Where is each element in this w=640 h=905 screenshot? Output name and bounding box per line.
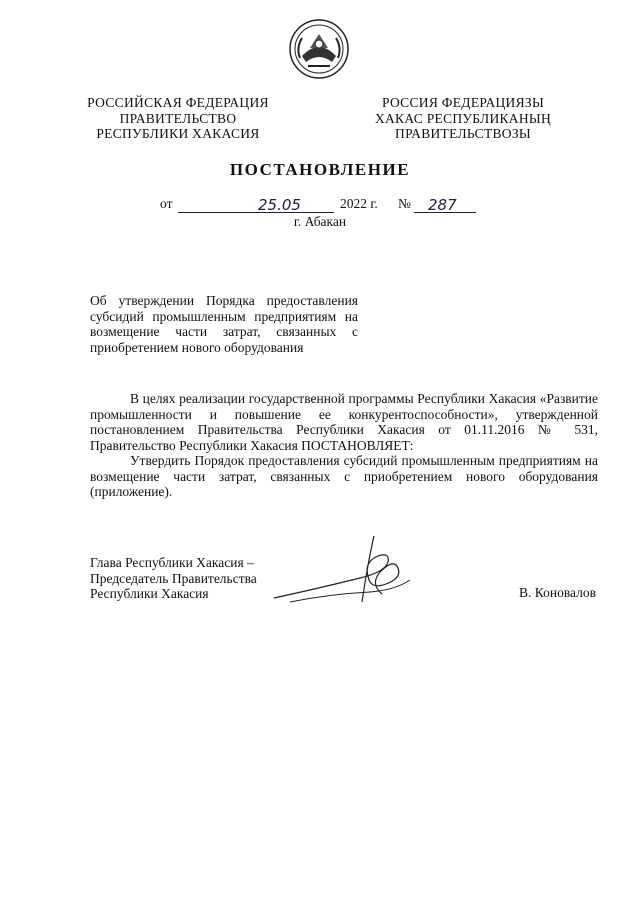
body-paragraph: Утвердить Порядок предоставления субсидий промышленным предприятиям на возмещение части затрат, связанных с приобретением нового оборудования (приложение). xyxy=(90,453,598,499)
document-body xyxy=(90,391,598,500)
document-subject: Об утверждении Порядка предоставления субсидий промышленным предприятиям на возмещение части затрат, связанных с приобретением нового оборудования xyxy=(90,293,358,355)
signatory-position-line: Глава Республики Хакасия – xyxy=(90,555,254,570)
date-blank-line xyxy=(178,196,334,213)
number-sign: № xyxy=(398,196,411,211)
document-type-title: ПОСТАНОВЛЕНИЕ xyxy=(229,160,411,179)
header-right-block xyxy=(358,95,568,142)
header-left-line: ПРАВИТЕЛЬСТВО xyxy=(119,110,237,126)
number-blank-line xyxy=(414,196,476,213)
signatory-position-line: Председатель Правительства xyxy=(90,570,257,586)
signatory-position xyxy=(90,555,257,602)
header-left-block xyxy=(78,95,278,142)
signatory-position-line: Республики Хакасия xyxy=(90,586,209,601)
header-right-line: РОССИЯ ФЕДЕРАЦИЯЗЫ xyxy=(381,95,545,110)
year-label: 2022 г. xyxy=(340,196,378,211)
signatory-name: В. Коновалов xyxy=(519,585,596,600)
header-right-line: ПРАВИТЕЛЬСТВОЗЫ xyxy=(395,126,531,141)
handwritten-number: 287 xyxy=(428,196,457,214)
coat-of-arms-emblem xyxy=(288,18,350,80)
date-prefix: от xyxy=(160,196,173,211)
city-label: г. Абакан xyxy=(293,214,347,229)
header-left-line: РОССИЙСКАЯ ФЕДЕРАЦИЯ xyxy=(87,95,269,110)
body-paragraph: В целях реализации государственной программы Республики Хакасия «Развитие промышленности и повышение ее конкурентоспособности», утвержденной постановлением Правительства Республики Хакасия от 01.11.2016 № 531, Правительство Республики Хакасия ПОСТАНОВЛЯЕТ: xyxy=(90,391,598,453)
header-left-line: РЕСПУБЛИКИ ХАКАСИЯ xyxy=(96,126,260,141)
handwritten-signature xyxy=(270,532,420,612)
handwritten-date: 25.05 xyxy=(258,196,301,214)
header-right-line: ХАКАС РЕСПУБЛИКАНЫҢ xyxy=(374,110,552,126)
